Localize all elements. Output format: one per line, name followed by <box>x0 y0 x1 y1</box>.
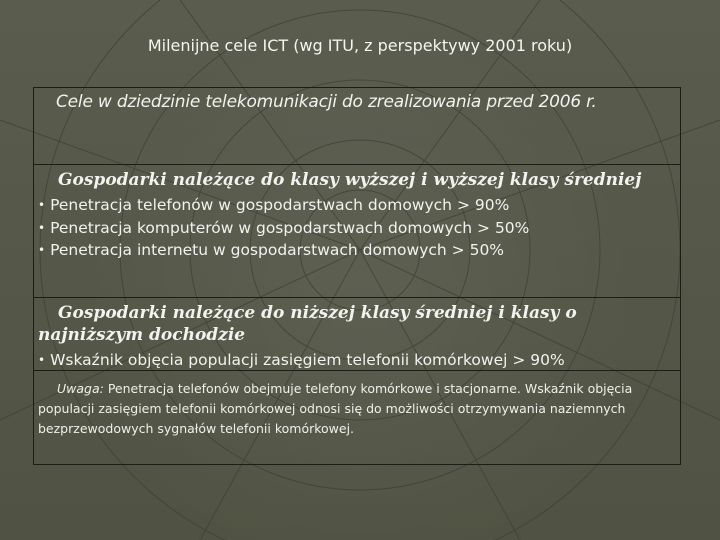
upper-income-row <box>34 165 680 298</box>
bullet-icon: • <box>38 353 46 367</box>
upper-income-heading: Gospodarki należące do klasy wyższej i wyższej klasy średniej <box>58 170 642 190</box>
note-row <box>34 371 680 464</box>
upper-income-list <box>38 194 674 262</box>
list-item-text: Penetracja telefonów w gospodarstwach domowych > 90% <box>50 196 510 214</box>
list-item <box>38 239 674 262</box>
list-item <box>38 217 674 240</box>
goals-table <box>33 87 681 465</box>
note-label: Uwaga: <box>57 381 104 396</box>
goals-header-row <box>34 88 680 165</box>
bullet-icon: • <box>38 220 46 235</box>
list-item <box>38 194 674 217</box>
page-title: Milenijne cele ICT (wg ITU, z perspektywy 2001 roku) <box>147 36 573 55</box>
list-item-text: Wskaźnik objęcia populacji zasięgiem telefonii komórkowej > 90% <box>50 351 565 369</box>
list-item-text: Penetracja internetu w gospodarstwach domowych > 50% <box>50 241 505 259</box>
bullet-icon: • <box>38 243 46 257</box>
goals-header-text: Cele w dziedzinie telekomunikacji do zrealizowania przed 2006 r. <box>56 92 597 112</box>
lower-income-heading: Gospodarki należące do niższej klasy średniej i klasy o najniższym dochodzie <box>38 303 577 345</box>
lower-income-list <box>38 349 674 372</box>
list-item-text: Penetracja komputerów w gospodarstwach domowych > 50% <box>50 218 530 237</box>
bullet-icon: • <box>38 198 46 212</box>
note-body: Penetracja telefonów obejmuje telefony komórkowe i stacjonarne. Wskaźnik objęcia populacji zasięgiem telefonii komórkowej odnosi się do możliwości otrzymywania naziemnych bezprzewodowych sygnałów telefonii komórkowej. <box>38 381 633 436</box>
list-item <box>38 349 674 372</box>
note-text <box>38 375 674 439</box>
lower-income-row <box>34 298 680 371</box>
